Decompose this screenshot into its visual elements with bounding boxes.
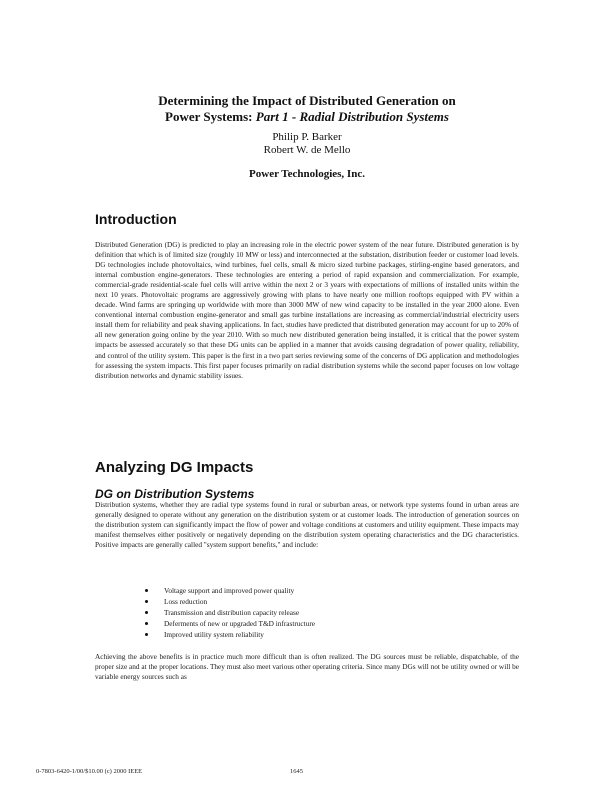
author-name: Robert W. de Mello xyxy=(263,144,351,156)
title-line-2 xyxy=(0,109,614,125)
page-number: 1645 xyxy=(290,768,303,775)
list-item: Transmission and distribution capacity release xyxy=(145,607,315,618)
paper-title xyxy=(0,93,614,125)
title-line-1: Determining the Impact of Distributed Generation on xyxy=(158,93,456,108)
title-subtitle: Part 1 - Radial Distribution Systems xyxy=(255,109,449,124)
title-line-2-prefix: Power Systems: xyxy=(165,109,256,124)
section-heading-introduction: Introduction xyxy=(95,211,177,227)
subsection-heading-dg-distribution: DG on Distribution Systems xyxy=(95,487,255,501)
author-affiliation: Power Technologies, Inc. xyxy=(249,168,365,180)
list-item: Voltage support and improved power quality xyxy=(145,585,315,596)
list-item: Loss reduction xyxy=(145,596,315,607)
section-heading-analyzing: Analyzing DG Impacts xyxy=(95,459,254,476)
list-item: Deferments of new or upgraded T&D infrastructure xyxy=(145,618,315,629)
benefits-list xyxy=(145,585,315,640)
author-name: Philip P. Barker xyxy=(272,131,342,143)
introduction-paragraph: Distributed Generation (DG) is predicted to play an increasing role in the electric power system of the near future. Distributed generation is by definition that which is of limited size (roughly 10 MW or less) and interconnected at the substation, distribution feeder or customer load levels. DG technologies include photovoltaics, wind turbines, fuel cells, small & micro sized turbine packages, stirling-engine based generators, and internal combustion engine-generators. These technologies are entering a period of rapid expansion and commercialization. For example, commercial-grade residential-scale fuel cells will arrive within the next 2 or 3 years with expectations of millions of installed units within the next 10 years. Photovoltaic programs are aggressively growing with plans to have nearly one million rooftops equipped with PV within a decade. Wind farms are springing up worldwide with more than 3000 MW of new wind capacity to be installed in the year 2000 alone. Even conventional internal combustion engine-generator and small gas turbine installations are increasing as commercial/industrial electricity users install them for reliability and peak shaving applications. In fact, studies have predicted that distributed generation may account for up to 20% of all new generation going online by the year 2010. With so much new distributed generation being installed, it is critical that the power system impacts be assessed accurately so that these DG units can be applied in a manner that avoids causing degradation of power quality, reliability, and control of the utility system. This paper is the first in a two part series reviewing some of the concerns of DG application and methodologies for assessing the system impacts. This first paper focuses primarily on radial distribution systems while the second paper focuses on low voltage distribution networks and dynamic stability issues. xyxy=(95,240,519,380)
dg-distribution-paragraph: Distribution systems, whether they are radial type systems found in rural or suburban areas, or network type systems found in urban areas are generally designed to operate without any generation on the distribution system or at customer loads. The introduction of generation sources on the distribution system can significantly impact the flow of power and voltage conditions at customers and utility equipment. These impacts may manifest themselves either positively or negatively depending on the distribution system operating characteristics and the DG characteristics. Positive impacts are generally called "system support benefits," and include: xyxy=(95,500,519,550)
copyright-notice: 0-7803-6420-1/00/$10.00 (c) 2000 IEEE xyxy=(36,768,143,775)
closing-paragraph: Achieving the above benefits is in practice much more difficult than is often realized. The DG sources must be reliable, dispatchable, of the proper size and at the proper locations. They must also meet various other operating criteria. Since many DGs will not be utility owned or will be variable energy sources such as xyxy=(95,652,519,682)
author-list xyxy=(0,131,614,157)
list-item: Improved utility system reliability xyxy=(145,629,315,640)
